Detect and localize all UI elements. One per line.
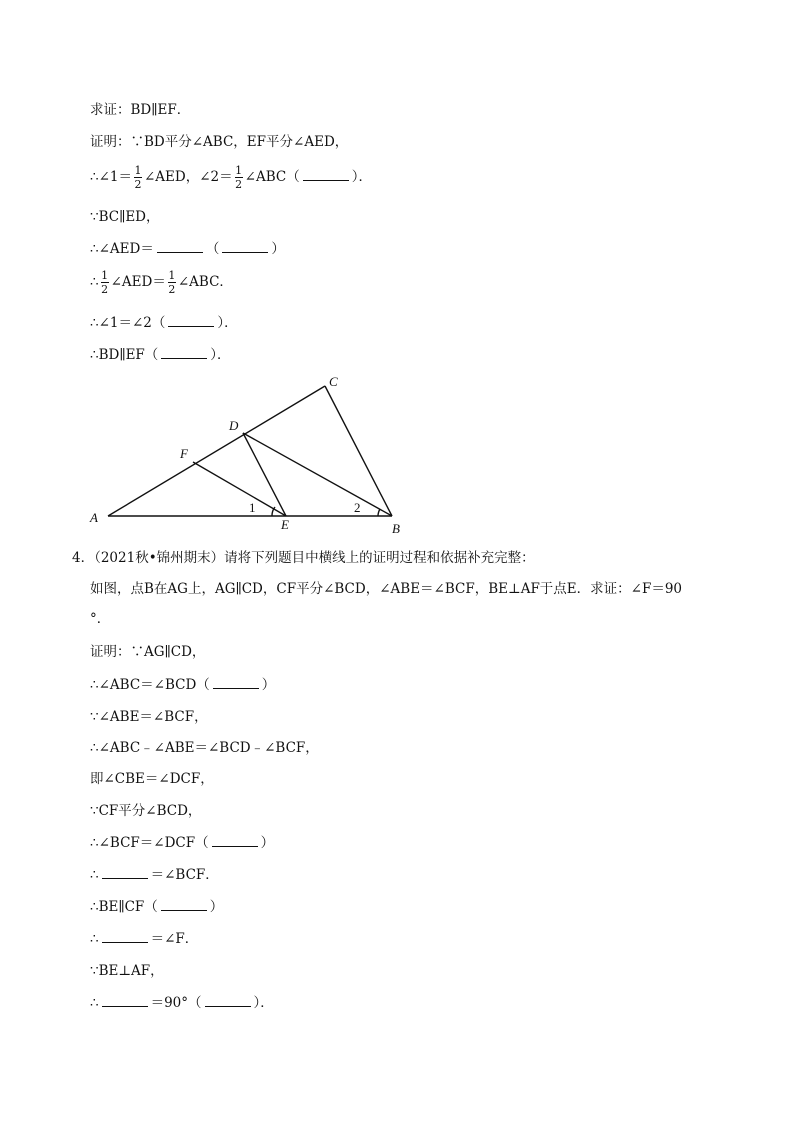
proof-text: ∴ — [90, 995, 99, 1011]
point-a-label: A — [90, 510, 98, 525]
answer-blank[interactable] — [102, 994, 148, 1007]
fraction-numerator: 1 — [235, 164, 243, 177]
q4-proof-line-4: ∴∠ABC﹣∠ABE＝∠BCD﹣∠BCF， — [90, 740, 319, 756]
proof-text: ） — [261, 677, 276, 693]
point-e-label: E — [281, 517, 289, 532]
proof-text: ∴BD∥EF（ — [90, 347, 159, 363]
proof-text: ）． — [210, 347, 231, 363]
proof-text: ∴ — [90, 274, 99, 290]
fraction-denominator: 2 — [101, 283, 109, 296]
proof-text: ∴∠ABC＝∠BCD（ — [90, 677, 210, 693]
q4-proof-line-11: ∵BE⊥AF， — [90, 963, 164, 979]
fraction-numerator: 1 — [101, 269, 109, 282]
proof-text: ＝90°（ — [150, 995, 202, 1011]
proof-text: ∴∠BCF＝∠DCF（ — [90, 835, 209, 851]
point-c-label: C — [329, 374, 338, 389]
proof-text: ∠ABC（ — [244, 169, 300, 185]
proof-text: ∠AED＝ — [110, 274, 166, 290]
fraction-denominator: 2 — [168, 283, 176, 296]
angle-1-label: 1 — [249, 500, 256, 515]
q4-proof-line-1: 证明：∵AG∥CD， — [90, 644, 206, 660]
q4-proof-line-10 — [90, 930, 198, 948]
answer-blank[interactable] — [161, 898, 207, 911]
proof-text: ） — [260, 835, 275, 851]
proof-text: ＝∠F． — [150, 931, 199, 947]
geometry-figure — [0, 0, 794, 560]
proof-line-1: 证明：∵BD平分∠ABC，EF平分∠AED， — [90, 134, 349, 150]
point-f-label: F — [180, 446, 188, 461]
q4-proof-line-3: ∵∠ABE＝∠BCF， — [90, 709, 208, 725]
point-b-label: B — [392, 521, 400, 536]
proof-text: ∴ — [90, 931, 99, 947]
proof-text: ） — [271, 241, 285, 257]
answer-blank[interactable] — [213, 676, 259, 689]
proof-text: ∠ABC． — [177, 274, 233, 290]
answer-blank[interactable] — [212, 834, 258, 847]
point-d-label: D — [229, 418, 239, 433]
answer-blank[interactable] — [102, 930, 148, 943]
question-4-problem-cont: °． — [90, 611, 111, 627]
proof-text: ）． — [351, 169, 372, 185]
fraction-denominator: 2 — [235, 178, 243, 191]
proof-line-3: ∵BC∥ED， — [90, 209, 160, 225]
proof-text: （ — [205, 241, 220, 257]
fraction-denominator: 2 — [134, 178, 142, 191]
fraction-numerator: 1 — [134, 164, 142, 177]
proof-text: ∴ — [90, 867, 99, 883]
proof-text: ∴∠AED＝ — [90, 241, 154, 257]
q4-proof-line-5: 即∠CBE＝∠DCF， — [90, 771, 214, 787]
fraction-numerator: 1 — [168, 269, 176, 282]
proof-text: ＝∠BCF． — [150, 867, 219, 883]
answer-blank[interactable] — [205, 994, 251, 1007]
proof-text: ∠AED，∠2＝ — [144, 169, 233, 185]
proof-text: ∴∠1＝ — [90, 169, 132, 185]
segment-cb — [325, 386, 392, 516]
question-4-heading: 4．（2021秋•锦州期末）请将下列题目中横线上的证明过程和依据补充完整： — [72, 550, 535, 566]
proof-text: ）． — [253, 995, 274, 1011]
prove-statement: 求证：BD∥EF． — [90, 102, 191, 118]
q4-proof-line-6: ∵CF平分∠BCD， — [90, 803, 202, 819]
proof-text: ）． — [217, 315, 238, 331]
angle-2-arc — [378, 509, 380, 516]
q4-proof-line-9 — [90, 898, 223, 916]
angle-2-label: 2 — [354, 500, 361, 515]
proof-text: ∴BE∥CF（ — [90, 899, 158, 915]
q4-proof-line-7 — [90, 834, 274, 852]
segment-ac — [108, 386, 325, 516]
q4-proof-line-12 — [90, 994, 274, 1012]
q4-proof-line-8 — [90, 866, 219, 884]
proof-text: ） — [209, 899, 224, 915]
q4-proof-line-2 — [90, 676, 275, 694]
answer-blank[interactable] — [102, 866, 148, 879]
proof-text: ∴∠1＝∠2（ — [90, 315, 166, 331]
question-4-problem: 如图，点B在AG上，AG∥CD，CF平分∠BCD，∠ABE＝∠BCF，BE⊥AF于点E．求证：∠F＝90 — [90, 581, 683, 597]
